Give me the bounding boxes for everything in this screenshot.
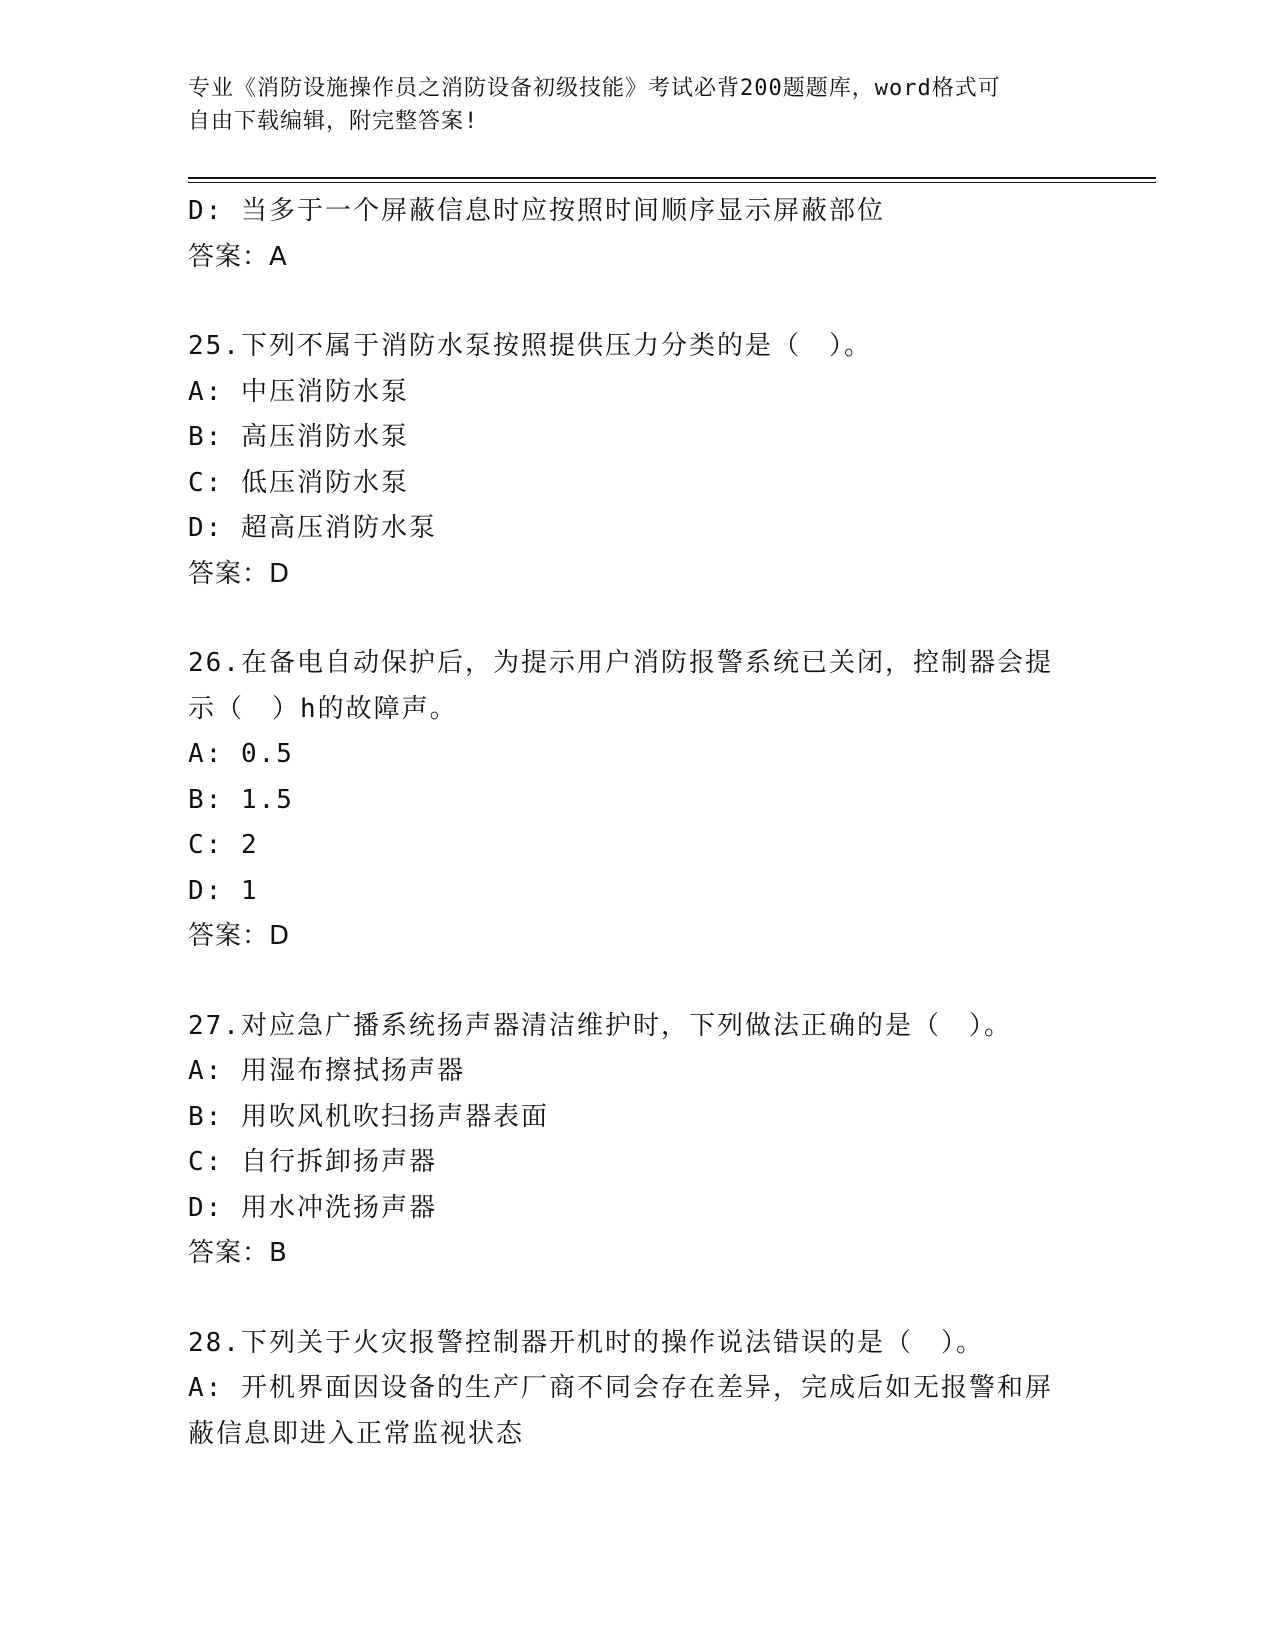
header-title-line-1: 专业《消防设施操作员之消防设备初级技能》考试必背200题题库，word格式可 xyxy=(188,76,1001,101)
question-stem: 27.对应急广播系统扬声器清洁维护时，下列做法正确的是（ ）。 xyxy=(188,1010,1012,1041)
spacer xyxy=(188,597,1128,641)
option-d: D: 超高压消防水泵 xyxy=(188,513,437,543)
option-b: B: 1.5 xyxy=(188,784,294,815)
document-header xyxy=(188,72,1088,138)
question-stem: 25.下列不属于消防水泵按照提供压力分类的是（ ）。 xyxy=(188,331,872,361)
question-24-tail xyxy=(188,189,1128,280)
option-d: D: 1 xyxy=(188,875,259,906)
option-d: D: 用水冲洗扬声器 xyxy=(188,1192,437,1223)
option-d: D: 当多于一个屏蔽信息时应按照时间顺序显示屏蔽部位 xyxy=(188,196,885,226)
question-list xyxy=(188,189,1128,1457)
question-27 xyxy=(188,1004,1128,1277)
spacer xyxy=(188,280,1128,324)
option-a: A: 中压消防水泵 xyxy=(188,376,409,407)
option-c: C: 自行拆卸扬声器 xyxy=(188,1147,437,1177)
spacer xyxy=(188,1277,1128,1321)
option-a-line-2: 蔽信息即进入正常监视状态 xyxy=(188,1418,525,1449)
question-25 xyxy=(188,324,1128,597)
answer-line: 答案：D xyxy=(188,921,291,951)
option-b: B: 高压消防水泵 xyxy=(188,422,409,452)
option-a-line-1: A: 开机界面因设备的生产厂商不同会存在差异，完成后如无报警和屏 xyxy=(188,1373,1053,1403)
answer-line: 答案：D xyxy=(188,558,291,589)
option-c: C: 低压消防水泵 xyxy=(188,467,409,498)
option-a: A: 用湿布擦拭扬声器 xyxy=(188,1056,465,1086)
question-stem-line-2: 示（ ）h的故障声。 xyxy=(188,693,458,724)
question-26 xyxy=(188,641,1128,960)
option-b: B: 用吹风机吹扫扬声器表面 xyxy=(188,1101,549,1132)
question-stem-line-1: 26.在备电自动保护后，为提示用户消防报警系统已关闭，控制器会提 xyxy=(188,648,1053,678)
header-title-line-2: 自由下载编辑，附完整答案! xyxy=(188,109,479,134)
option-a: A: 0.5 xyxy=(188,739,294,769)
header-divider-thin xyxy=(188,182,1156,183)
answer-line: 答案：A xyxy=(188,241,288,272)
answer-line: 答案：B xyxy=(188,1238,288,1268)
header-divider-thick xyxy=(188,177,1156,179)
question-28 xyxy=(188,1321,1128,1458)
question-stem: 28.下列关于火灾报警控制器开机时的操作说法错误的是（ ）。 xyxy=(188,1327,984,1358)
spacer xyxy=(188,960,1128,1004)
option-c: C: 2 xyxy=(188,830,259,860)
